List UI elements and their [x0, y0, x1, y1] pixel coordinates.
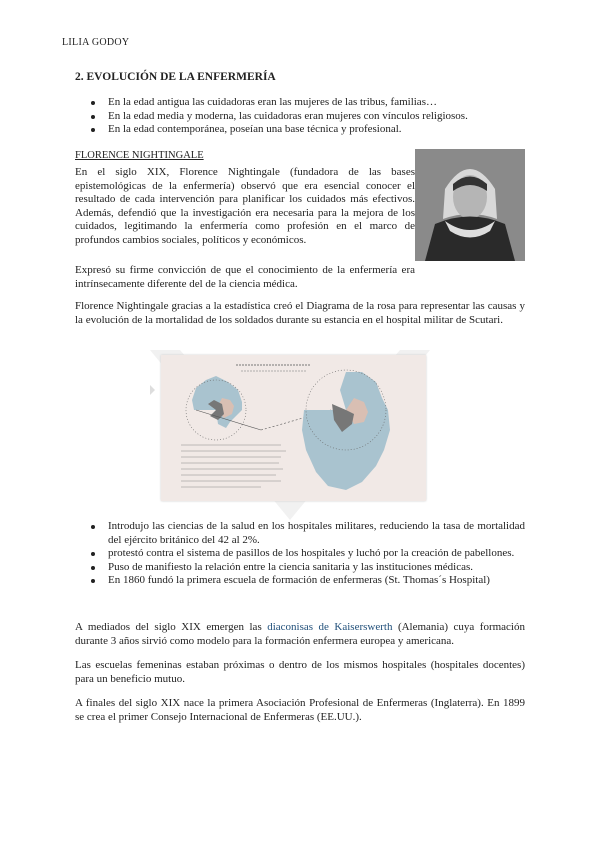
list-item: En la edad antigua las cuidadoras eran las mujeres de las tribus, familias… [75, 96, 535, 110]
paragraph-text: A mediados del siglo XIX emergen las [75, 621, 268, 633]
list-item: En la edad contemporánea, poseían una base técnica y profesional. [75, 123, 535, 137]
list-item: Puso de manifiesto la relación entre la ciencia sanitaria y las instituciones médicas. [75, 561, 525, 575]
association-paragraph: A finales del siglo XIX nace la primera Asociación Profesional de Enfermeras (Inglaterra). En 1899 se crea el primer Consejo Internacional de Enfermeras (EE.UU.). [75, 697, 525, 723]
page-header-author: LILIA GODOY [62, 37, 130, 48]
kaiserswerth-paragraph [75, 621, 525, 648]
florence-portrait-image [415, 149, 525, 261]
rose-diagram-image [161, 355, 426, 501]
florence-paragraph-1: En el siglo XIX, Florence Nightingale (fundadora de las bases epistemológicas de la enfermería) observó que era esencial conocer el resultado de cada intervención para planificar los cuidados más efectivos. Además, defendió que la investigación era necesaria para la mejora de los cuidados, legitimando la enfermería como profesión en el marco de profundos cambios sociales, políticos y económicos. [75, 166, 415, 246]
kaiserswerth-link[interactable]: diaconisas de Kaiserswerth [267, 621, 393, 633]
list-item: En la edad media y moderna, las cuidadoras eran mujeres con vínculos religiosos. [75, 110, 535, 124]
section-title: 2. EVOLUCIÓN DE LA ENFERMERÍA [75, 71, 276, 83]
era-bullet-list [75, 96, 535, 137]
list-item: Introdujo las ciencias de la salud en los hospitales militares, reduciendo la tasa de mortalidad del ejército británico del 42 al 2%. [75, 520, 525, 547]
list-item: En 1860 fundó la primera escuela de formación de enfermeras (St. Thomas´s Hospital) [75, 574, 525, 588]
list-item: protestó contra el sistema de pasillos de los hospitales y luchó por la creación de pabellones. [75, 547, 525, 561]
achievements-bullet-list [75, 520, 525, 588]
paragraph-text: (Alemania) cuya formación durante 3 años sirvió como modelo para la formación enfermera europea y americana. [75, 621, 525, 647]
schools-paragraph: Las escuelas femeninas estaban próximas o dentro de los mismos hospitales (hospitales docentes) para un beneficio mutuo. [75, 659, 525, 685]
subsection-title: FLORENCE NIGHTINGALE [75, 150, 204, 161]
florence-paragraph-2: Expresó su firme convicción de que el conocimiento de la enfermería era intrínsecamente diferente del de la ciencia médica. [75, 264, 415, 290]
florence-paragraph-3: Florence Nightingale gracias a la estadística creó el Diagrama de la rosa para representar las causas y la evolución de la mortalidad de los soldados durante su estancia en el hospital militar de Scutari. [75, 300, 525, 326]
